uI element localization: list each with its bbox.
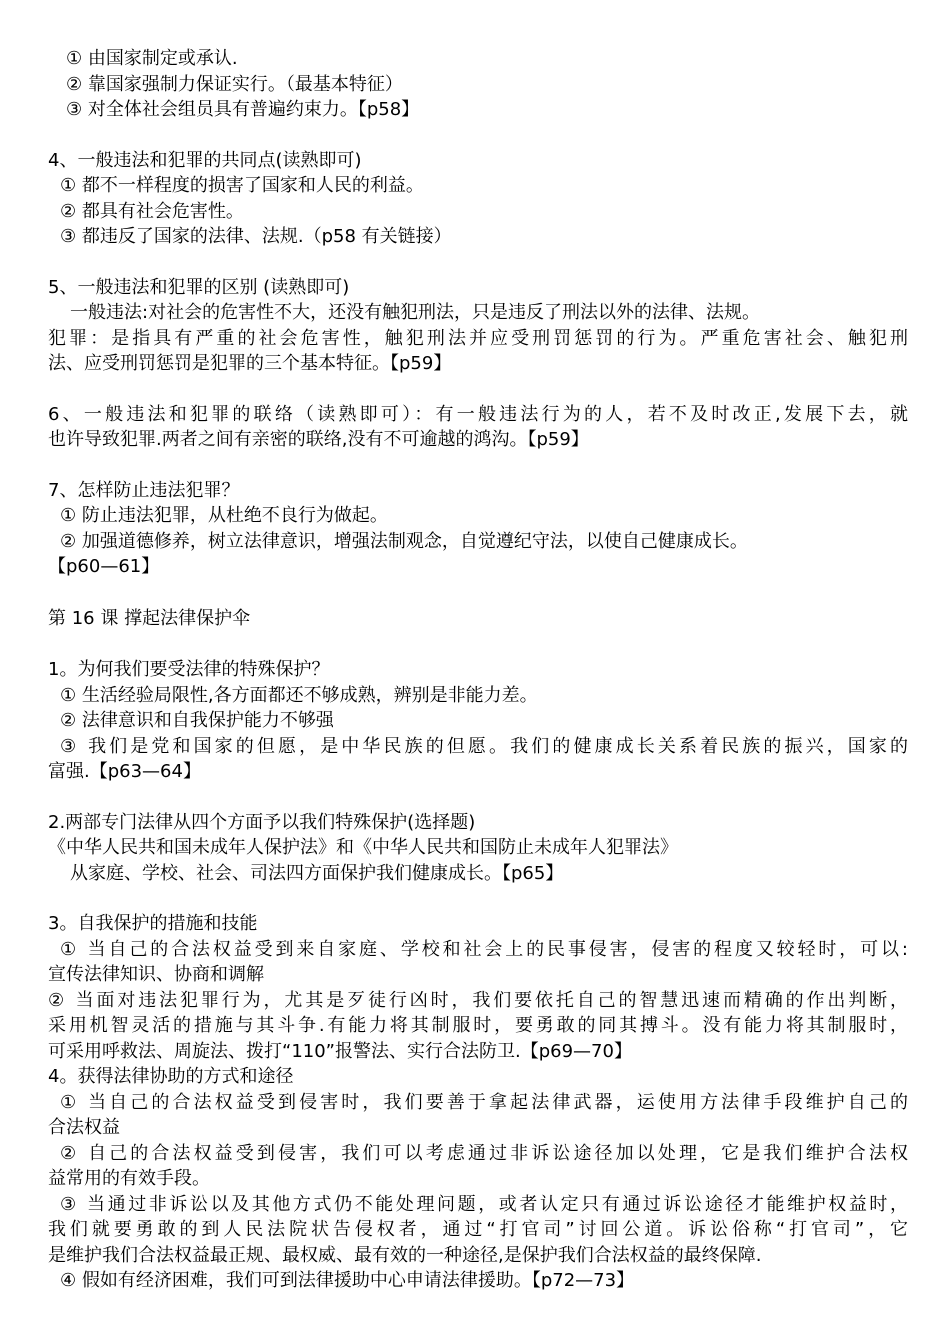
document-body (48, 46, 908, 1294)
q1-line-4: 富强.【p63—64】 (48, 761, 201, 782)
spacer (48, 377, 908, 402)
q1-title: 1。为何我们要受法律的特殊保护？ (48, 659, 330, 680)
spacer (48, 453, 908, 478)
spacer (48, 250, 908, 275)
s0-line-3: ③ 对全体社会组员具有普遍约束力。【p58】 (66, 99, 420, 120)
s7-title: 7、怎样防止违法犯罪？ (48, 479, 240, 501)
spacer (48, 580, 908, 606)
q1-line-2: ② 法律意识和自我保护能力不够强 (60, 710, 334, 731)
s5-line-1: 一般违法:对社会的危害性不大，还没有触犯刑法，只是违反了刑法以外的法律、法规。 (70, 302, 761, 323)
q2-line-1: 《中华人民共和国未成年人保护法》和《中华人民共和国防止未成年人犯罪法》 (48, 837, 678, 858)
lesson-heading: 第 16 课 撑起法律保护伞 (48, 607, 251, 629)
s5-line-3: 法、应受刑罚惩罚是犯罪的三个基本特征。【p59】 (48, 353, 452, 374)
s7-line-2: ② 加强道德修养，树立法律意识，增强法制观念，自觉遵纪守法，以使自己健康成长。 (60, 530, 748, 552)
q4-line-8: ④ 假如有经济困难，我们可到法律援助中心申请法律援助。【p72—73】 (60, 1270, 635, 1291)
q2-line-2: 从家庭、学校、社会、司法四方面保护我们健康成长。【p65】 (70, 862, 564, 884)
spacer (48, 123, 908, 148)
s0-line-2: ② 靠国家强制力保证实行。（最基本特征） (66, 73, 403, 95)
q4-line-4: 益常用的有效手段。 (48, 1168, 210, 1189)
q3-line-5: 可采用呼救法、周旋法、拨打“110”报警法、实行合法防卫.【p69—70】 (48, 1040, 632, 1062)
q3-line-3: ② 当面对违法犯罪行为，尤其是歹徒行凶时，我们要依托自己的智慧迅速而精确的作出判断， (48, 989, 908, 1011)
q4-line-3: ② 自己的合法权益受到侵害，我们可以考虑通过非诉讼途径加以处理，它是我们维护合法权 (60, 1142, 908, 1164)
q2-title: 2.两部专门法律从四个方面予以我们特殊保护(选择题) (48, 811, 476, 833)
spacer (48, 886, 908, 911)
q4-line-1: ① 当自己的合法权益受到侵害时，我们要善于拿起法律武器，运使用方法律手段维护自己的 (60, 1091, 908, 1113)
s5-title: 5、一般违法和犯罪的区别 (读熟即可) (48, 276, 350, 298)
q1-line-1: ① 生活经验局限性,各方面都还不够成熟，辨别是非能力差。 (60, 684, 538, 706)
q4-line-5: ③ 当通过非诉讼以及其他方式仍不能处理问题，或者认定只有通过诉讼途径才能维护权益时， (60, 1193, 908, 1215)
s4-line-1: ① 都不一样程度的损害了国家和人民的利益。 (60, 175, 424, 196)
q3-line-2: 宣传法律知识、协商和调解 (48, 964, 264, 985)
q4-title: 4。获得法律协助的方式和途径 (48, 1066, 294, 1087)
spacer (48, 631, 908, 657)
s7-line-1: ① 防止违法犯罪，从杜绝不良行为做起。 (60, 505, 388, 526)
q3-line-4: 采用机智灵活的措施与其斗争.有能力将其制服时，要勇敢的同其搏斗。没有能力将其制服时， (48, 1015, 908, 1036)
s6-line-1: 6、一般违法和犯罪的联络（读熟即可）：有一般违法行为的人，若不及时改正,发展下去，就 (48, 403, 908, 425)
q4-line-2: 合法权益 (48, 1117, 120, 1138)
q3-line-1: ① 当自己的合法权益受到来自家庭、学校和社会上的民事侵害，侵害的程度又较轻时，可以: (60, 938, 908, 960)
s7-line-3: 【p60—61】 (48, 556, 160, 577)
q3-title: 3。自我保护的措施和技能 (48, 913, 258, 934)
q4-line-7: 是维护我们合法权益最正规、最权威、最有效的一种途径,是保护我们合法权益的最终保障. (48, 1244, 762, 1266)
q4-line-6: 我们就要勇敢的到人民法院状告侵权者，通过“打官司”讨回公道。诉讼俗称“打官司”，它 (48, 1219, 908, 1240)
s4-line-3: ③ 都违反了国家的法律、法规.（p58 有关链接） (60, 226, 452, 247)
s4-line-2: ② 都具有社会危害性。 (60, 200, 244, 222)
spacer (48, 785, 908, 810)
s4-title: 4、一般违法和犯罪的共同点(读熟即可) (48, 149, 362, 171)
s0-line-1: ① 由国家制定或承认. (66, 48, 238, 69)
s6-line-2: 也许导致犯罪.两者之间有亲密的联络,没有不可逾越的鸿沟。【p59】 (48, 429, 589, 450)
s5-line-2: 犯罪：是指具有严重的社会危害性，触犯刑法并应受刑罚惩罚的行为。严重危害社会、触犯刑 (48, 327, 908, 349)
q1-line-3: ③ 我们是党和国家的但愿，是中华民族的但愿。我们的健康成长关系着民族的振兴，国家的 (60, 735, 908, 757)
